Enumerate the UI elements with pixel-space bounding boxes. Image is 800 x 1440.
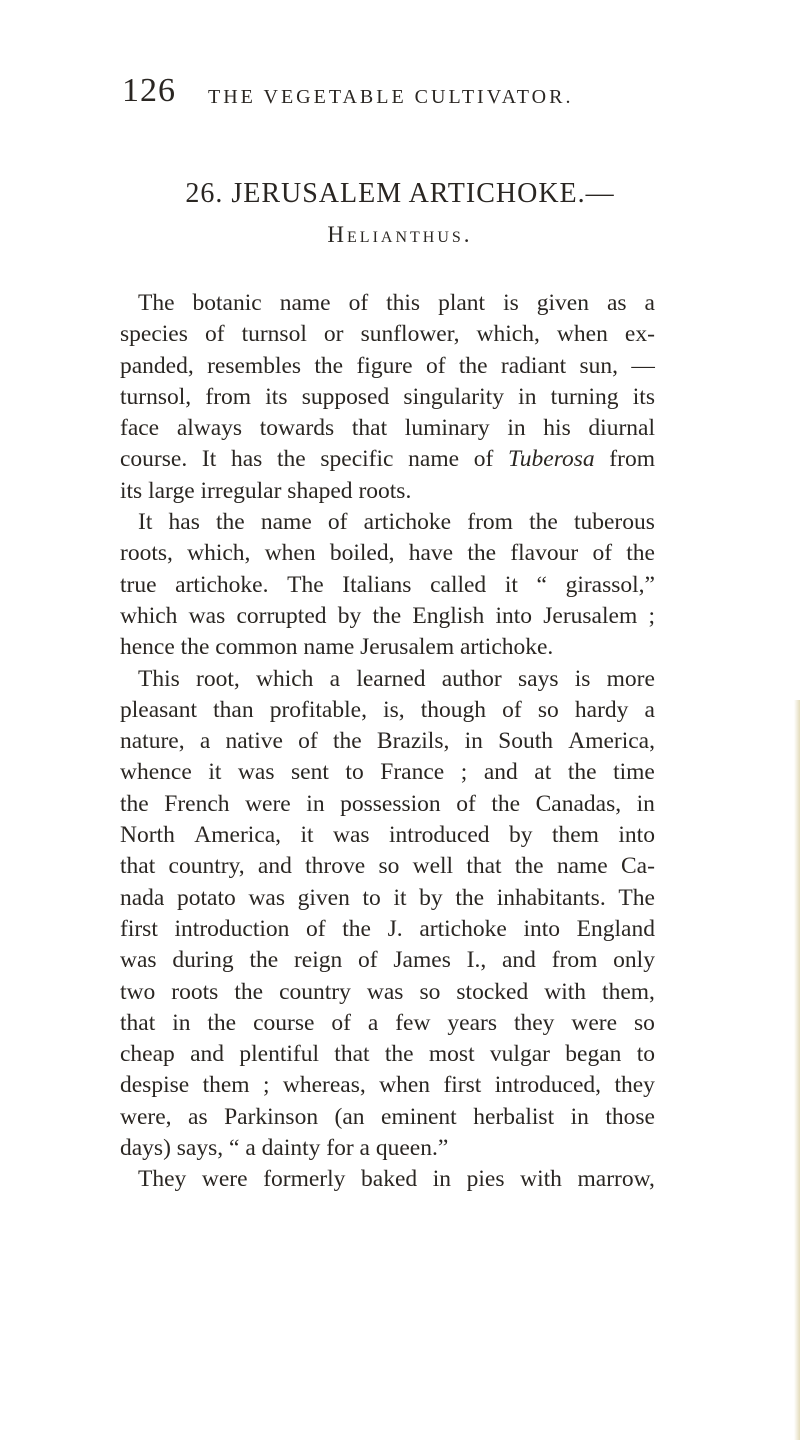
text-line: were, as Parkinson (an eminent herbalist in those [120,1103,655,1130]
text-line: species of turnsol or sunflower, which, when ex- [120,321,655,348]
text-line: nature, a native of the Brazils, in South America, [120,728,655,755]
text-line: its large irregular shaped roots. [120,477,412,504]
page-number: 126 [122,72,176,109]
text-line: despise them ; whereas, when first introduced, they [120,1072,655,1099]
text-line: that country, and throve so well that the name Ca- [120,853,655,880]
text-line: panded, resembles the figure of the radiant sun, — [120,352,655,379]
body-text [120,288,655,1196]
page-edge-shadow [794,700,800,1440]
text-line: cheap and plentiful that the most vulgar began to [120,1041,655,1068]
running-head: THE VEGETABLE CULTIVATOR. [208,86,574,108]
text-line: It has the name of artichoke from the tuberous [138,509,655,536]
text-line: true artichoke. The Italians called it “ girassol,” [120,571,655,598]
text-line: This root, which a learned author says is more [138,665,655,692]
text-line: course. It has the specific name of Tuberosa from [120,446,655,473]
text-line: nada potato was given to it by the inhabitants. The [120,884,655,911]
text-line: roots, which, when boiled, have the flavour of the [120,540,655,567]
text-line: which was corrupted by the English into Jerusalem ; [120,602,655,629]
section-title: 26. JERUSALEM ARTICHOKE.— [185,178,615,209]
text-line: whence it was sent to France ; and at the time [120,759,655,786]
text-line: that in the course of a few years they were so [120,1009,655,1036]
text-line: turnsol, from its supposed singularity in turning its [120,383,655,410]
page-header [122,72,722,132]
text-line: pleasant than profitable, is, though of so hardy a [120,696,655,723]
text-line: two roots the country was so stocked with them, [120,978,655,1005]
text-line: was during the reign of James I., and from only [120,947,655,974]
text-line: days) says, “ a dainty for a queen.” [120,1135,449,1162]
text-line: They were formerly baked in pies with marrow, [138,1166,655,1193]
text-line: hence the common name Jerusalem artichoke. [120,634,554,661]
text-line: The botanic name of this plant is given as a [138,290,655,316]
text-line: North America, it was introduced by them into [120,822,655,849]
text-line: face always towards that luminary in his diurnal [120,415,655,442]
text-line: the French were in possession of the Canadas, in [120,790,655,817]
section-subtitle: Helianthus. [327,222,473,247]
text-line: first introduction of the J. artichoke into England [120,915,655,942]
